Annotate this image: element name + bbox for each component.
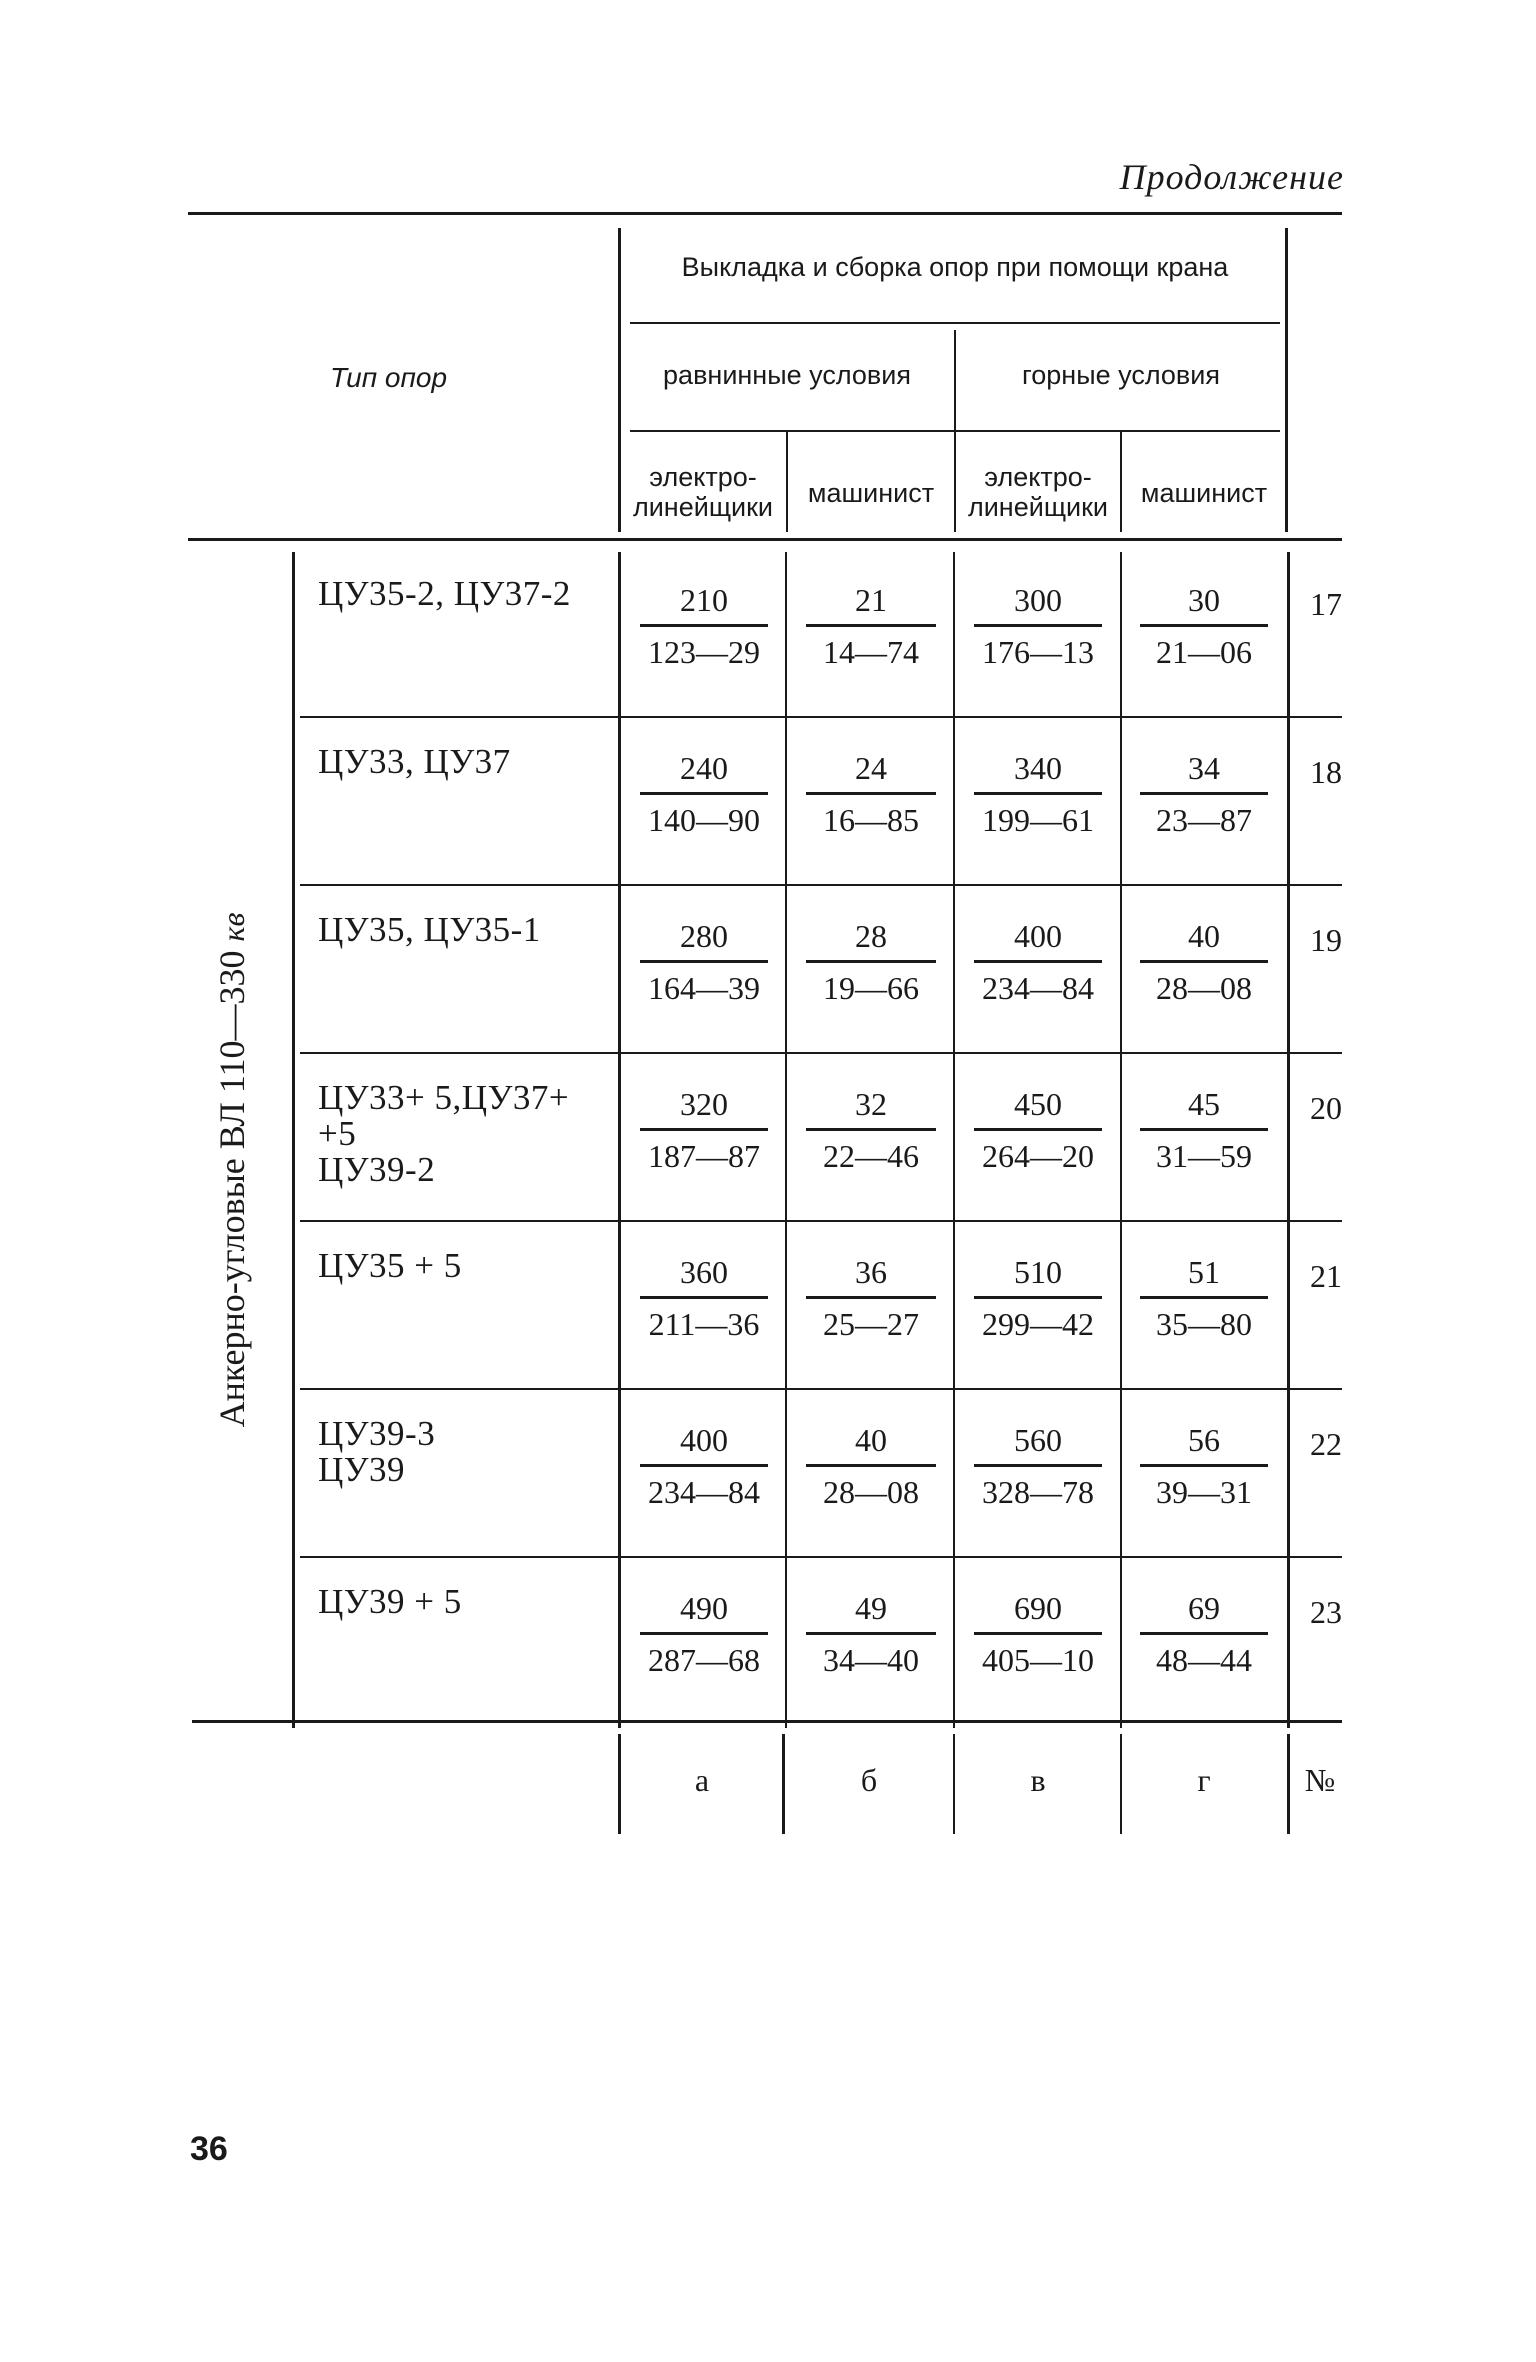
cell-denominator: 48—44 [1156, 1642, 1252, 1678]
cell-denominator: 287—68 [648, 1642, 760, 1678]
row-type-name [318, 1416, 435, 1488]
row-divider [300, 1052, 1342, 1054]
cell-denominator: 199—61 [982, 802, 1094, 838]
cell-numerator: 240 [680, 750, 728, 786]
main-header: Выкладка и сборка опор при помощи крана [681, 252, 1229, 282]
cell-numerator: 51 [1188, 1254, 1220, 1290]
fraction-line [1140, 1296, 1268, 1299]
body-vline [618, 552, 621, 1728]
cell-denominator: 299—42 [982, 1306, 1094, 1342]
row-number: 19 [1310, 922, 1342, 958]
fraction-line [806, 1464, 936, 1467]
side-label: Анкерно-угловые ВЛ 110—330 кв [212, 912, 252, 1428]
row-type-name [318, 1248, 462, 1284]
cell-numerator: 340 [1014, 750, 1062, 786]
mountain-conditions-header: горные условия [1022, 360, 1220, 390]
cell-denominator: 19—66 [823, 970, 919, 1006]
cell-denominator: 234—84 [648, 1474, 760, 1510]
row-type-line: ЦУ39 [318, 1450, 406, 1489]
cell-denominator: 123—29 [648, 634, 760, 670]
header-sub-rule-1 [630, 322, 1280, 324]
footer-vline [782, 1734, 785, 1834]
fraction-line [806, 624, 936, 627]
footer-column-label: в [1030, 1762, 1046, 1798]
footer-column-label: г [1197, 1762, 1211, 1798]
cell-numerator: 21 [855, 582, 887, 618]
cell-denominator: 211—36 [648, 1306, 760, 1342]
footer-column-label: а [694, 1762, 710, 1798]
row-type-line: ЦУ33+ 5,ЦУ37+ [318, 1078, 570, 1117]
cell-denominator: 22—46 [823, 1138, 919, 1174]
fraction-line [806, 1128, 936, 1131]
cell-denominator: 21—06 [1156, 634, 1252, 670]
fraction-line [640, 1128, 768, 1131]
cell-denominator: 140—90 [648, 802, 760, 838]
cell-numerator: 30 [1188, 582, 1220, 618]
fraction-line [1140, 1128, 1268, 1131]
plain-conditions-header: равнинные условия [663, 360, 911, 390]
fraction-line [640, 960, 768, 963]
cell-denominator: 16—85 [823, 802, 919, 838]
row-type-line: ЦУ35 + 5 [318, 1246, 462, 1285]
body-bottom-rule [192, 1720, 1342, 1723]
fraction-line [974, 1296, 1102, 1299]
row-type-name [318, 912, 541, 948]
cell-denominator: 234—84 [982, 970, 1094, 1006]
electro-header-plain: электро- линейщики [632, 462, 774, 522]
fraction-line [806, 1632, 936, 1635]
row-type-name [318, 576, 571, 612]
row-type-line: ЦУ35, ЦУ35-1 [318, 910, 541, 949]
fraction-line [1140, 960, 1268, 963]
fraction-line [640, 1296, 768, 1299]
fraction-line [640, 1464, 768, 1467]
fraction-line [974, 1632, 1102, 1635]
cell-numerator: 24 [855, 750, 887, 786]
row-divider [300, 1556, 1342, 1558]
fraction-line [640, 792, 768, 795]
continuation-label: Продолжение [1119, 157, 1344, 197]
cell-denominator: 28—08 [823, 1474, 919, 1510]
row-type-line: ЦУ39-2 [318, 1150, 436, 1189]
fraction-line [974, 1128, 1102, 1131]
cell-denominator: 14—74 [823, 634, 919, 670]
fraction-line [640, 1632, 768, 1635]
row-type-line: ЦУ33, ЦУ37 [318, 742, 511, 781]
header-bottom-rule [188, 538, 1342, 541]
fraction-line [974, 1464, 1102, 1467]
type-column-header: Тип опор [330, 362, 448, 393]
cell-numerator: 280 [680, 918, 728, 954]
cell-denominator: 25—27 [823, 1306, 919, 1342]
row-divider [300, 1388, 1342, 1390]
fraction-line [974, 792, 1102, 795]
row-type-name [318, 1080, 569, 1188]
footer-column-label: № [1304, 1762, 1336, 1798]
row-type-line: ЦУ35-2, ЦУ37-2 [318, 574, 571, 613]
fraction-line [1140, 1632, 1268, 1635]
fraction-line [806, 792, 936, 795]
cell-denominator: 34—40 [823, 1642, 919, 1678]
cell-numerator: 28 [855, 918, 887, 954]
fraction-line [1140, 624, 1268, 627]
body-vline [1287, 552, 1290, 1728]
row-number: 17 [1310, 586, 1342, 622]
cell-numerator: 450 [1014, 1086, 1062, 1122]
row-type-line: +5 [318, 1114, 357, 1153]
cell-denominator: 264—20 [982, 1138, 1094, 1174]
cell-numerator: 320 [680, 1086, 728, 1122]
cell-numerator: 690 [1014, 1590, 1062, 1626]
fraction-line [974, 624, 1102, 627]
cell-numerator: 32 [855, 1086, 887, 1122]
row-type-name [318, 1584, 462, 1620]
body-vline [292, 552, 295, 1728]
machinist-header-mountain: машинист [1140, 478, 1268, 508]
row-number: 22 [1310, 1426, 1342, 1462]
cell-numerator: 40 [1188, 918, 1220, 954]
row-divider [300, 884, 1342, 886]
row-type-line: ЦУ39 + 5 [318, 1582, 462, 1621]
page-number: 36 [190, 2130, 228, 2168]
fraction-line [1140, 1464, 1268, 1467]
cell-numerator: 300 [1014, 582, 1062, 618]
fraction-line [806, 960, 936, 963]
cell-numerator: 56 [1188, 1422, 1220, 1458]
row-divider [300, 716, 1342, 718]
fraction-line [806, 1296, 936, 1299]
cell-numerator: 210 [680, 582, 728, 618]
cell-denominator: 31—59 [1156, 1138, 1252, 1174]
electro-header-mountain: электро- линейщики [967, 462, 1109, 522]
row-number: 20 [1310, 1090, 1342, 1126]
machinist-header-plain: машинист [807, 478, 935, 508]
cell-denominator: 39—31 [1156, 1474, 1252, 1510]
footer-column-label: б [860, 1762, 878, 1798]
cell-numerator: 400 [1014, 918, 1062, 954]
cell-denominator: 328—78 [982, 1474, 1094, 1510]
cell-numerator: 490 [680, 1590, 728, 1626]
cell-numerator: 40 [855, 1422, 887, 1458]
cell-denominator: 35—80 [1156, 1306, 1252, 1342]
row-number: 18 [1310, 754, 1342, 790]
footer-vline [618, 1734, 621, 1834]
cell-denominator: 23—87 [1156, 802, 1252, 838]
fraction-line [1140, 792, 1268, 795]
fraction-line [974, 960, 1102, 963]
cell-numerator: 510 [1014, 1254, 1062, 1290]
cell-numerator: 36 [855, 1254, 887, 1290]
cell-numerator: 49 [855, 1590, 887, 1626]
row-type-name [318, 744, 511, 780]
cell-numerator: 69 [1188, 1590, 1220, 1626]
footer-vline [953, 1734, 955, 1834]
row-type-line: ЦУ39-3 [318, 1414, 436, 1453]
cell-denominator: 405—10 [982, 1642, 1094, 1678]
cell-denominator: 187—87 [648, 1138, 760, 1174]
row-number: 23 [1310, 1594, 1342, 1630]
cell-numerator: 360 [680, 1254, 728, 1290]
row-number: 21 [1310, 1258, 1342, 1294]
cell-numerator: 400 [680, 1422, 728, 1458]
cell-denominator: 164—39 [648, 970, 760, 1006]
cell-denominator: 176—13 [982, 634, 1094, 670]
cell-numerator: 34 [1188, 750, 1220, 786]
cell-denominator: 28—08 [1156, 970, 1252, 1006]
fraction-line [640, 624, 768, 627]
top-rule [188, 212, 1342, 215]
cell-numerator: 45 [1188, 1086, 1220, 1122]
row-divider [300, 1220, 1342, 1222]
cell-numerator: 560 [1014, 1422, 1062, 1458]
